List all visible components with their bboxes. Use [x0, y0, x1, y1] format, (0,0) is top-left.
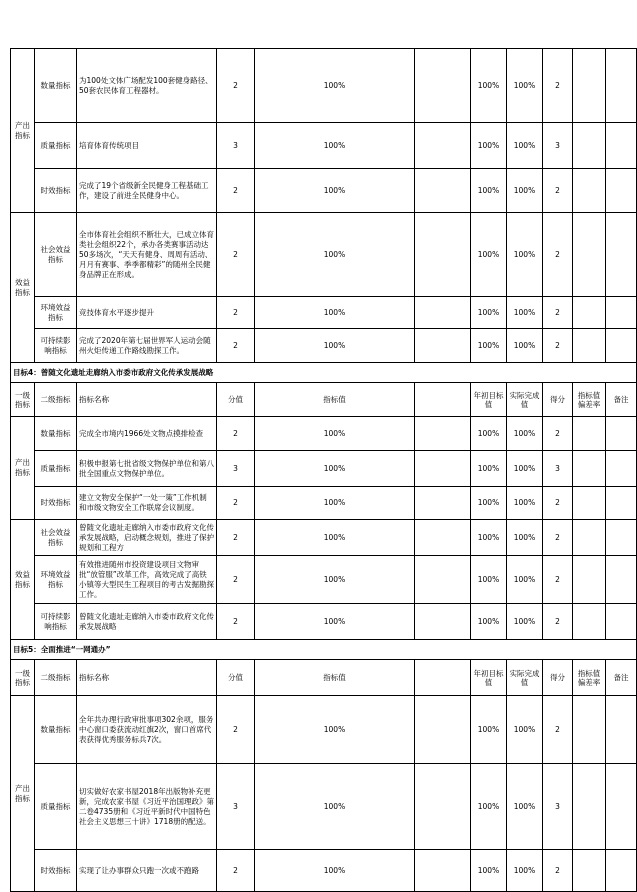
level2-indicator: 时效指标	[35, 487, 77, 520]
deviation-cell	[573, 850, 606, 892]
score-cell: 2	[217, 417, 255, 451]
score-cell: 2	[217, 696, 255, 764]
blank-cell	[415, 123, 471, 169]
level2-indicator: 环境效益指标	[35, 556, 77, 604]
header-name: 指标名称	[77, 383, 217, 417]
level2-indicator: 社会效益指标	[35, 520, 77, 556]
year-start-target-cell: 100%	[471, 169, 507, 213]
deviation-cell	[573, 417, 606, 451]
score-cell: 2	[217, 329, 255, 363]
year-start-target-cell: 100%	[471, 213, 507, 297]
indicator-row	[11, 169, 637, 213]
header-row	[11, 660, 637, 696]
indicator-name: 全市体育社会组织不断壮大，已成立体育类社会组织22个，承办各类赛事活动达50多场次，“天天有健身、周周有活动、月月有赛事、季季都精彩”的随州全民健身品牌正在形成。	[77, 213, 217, 297]
blank-cell	[415, 604, 471, 640]
deviation-cell	[573, 764, 606, 850]
year-start-target-cell: 100%	[471, 297, 507, 329]
year-start-target-cell: 100%	[471, 850, 507, 892]
indicator-row	[11, 451, 637, 487]
year-start-target-cell: 100%	[471, 123, 507, 169]
level2-indicator: 数量指标	[35, 696, 77, 764]
deviation-cell	[573, 49, 606, 123]
points-cell: 2	[543, 604, 573, 640]
target-value-cell: 100%	[255, 764, 415, 850]
points-cell: 2	[543, 169, 573, 213]
points-cell: 2	[543, 49, 573, 123]
remarks-cell	[606, 850, 637, 892]
indicator-name: 曾随文化遗址走廊纳入市委市政府文化传承发展战略，启动概念规划，推进了保护规划和工程方	[77, 520, 217, 556]
indicator-row	[11, 213, 637, 297]
header-name: 指标名称	[77, 660, 217, 696]
indicator-name: 切实做好农家书屋2018年出版物补充更新，完成农家书屋《习近平治国理政》第二卷4735册和《习近平新时代中国特色社会主义思想三十讲》1718册的配送。	[77, 764, 217, 850]
deviation-cell	[573, 213, 606, 297]
actual-value-cell: 100%	[507, 764, 543, 850]
points-cell: 2	[543, 213, 573, 297]
remarks-cell	[606, 487, 637, 520]
level1-indicator: 效益指标	[11, 520, 35, 640]
deviation-cell	[573, 487, 606, 520]
score-cell: 2	[217, 49, 255, 123]
deviation-cell	[573, 604, 606, 640]
deviation-cell	[573, 520, 606, 556]
indicator-name: 全年共办理行政审批事项302余项，服务中心窗口委获流动红旗2次，窗口首席代表获得优秀服务标兵7次。	[77, 696, 217, 764]
target-value-cell: 100%	[255, 417, 415, 451]
header-target: 指标值	[255, 383, 415, 417]
year-start-target-cell: 100%	[471, 329, 507, 363]
level2-indicator: 时效指标	[35, 169, 77, 213]
blank-cell	[415, 297, 471, 329]
actual-value-cell: 100%	[507, 123, 543, 169]
actual-value-cell: 100%	[507, 417, 543, 451]
indicator-name: 为100处文体广场配发100套健身路径、50套农民体育工程器材。	[77, 49, 217, 123]
level1-indicator: 产出指标	[11, 417, 35, 520]
header-blank	[415, 383, 471, 417]
actual-value-cell: 100%	[507, 329, 543, 363]
year-start-target-cell: 100%	[471, 696, 507, 764]
level2-indicator: 数量指标	[35, 49, 77, 123]
header-year-start: 年初目标值	[471, 660, 507, 696]
indicator-row	[11, 297, 637, 329]
blank-cell	[415, 451, 471, 487]
header-score: 分值	[217, 660, 255, 696]
header-actual: 实际完成值	[507, 660, 543, 696]
score-cell: 2	[217, 213, 255, 297]
score-cell: 2	[217, 297, 255, 329]
year-start-target-cell: 100%	[471, 604, 507, 640]
actual-value-cell: 100%	[507, 604, 543, 640]
target-value-cell: 100%	[255, 329, 415, 363]
indicator-row	[11, 487, 637, 520]
actual-value-cell: 100%	[507, 169, 543, 213]
deviation-cell	[573, 329, 606, 363]
section-title-row	[11, 640, 637, 660]
level2-indicator: 数量指标	[35, 417, 77, 451]
target-value-cell: 100%	[255, 123, 415, 169]
score-cell: 3	[217, 123, 255, 169]
indicator-row	[11, 520, 637, 556]
indicator-name: 建立文物安全保护“一处一策”工作机制和市级文物安全工作联席会议制度。	[77, 487, 217, 520]
target-value-cell: 100%	[255, 487, 415, 520]
blank-cell	[415, 696, 471, 764]
section-title: 目标5：全面推进“一网通办”	[11, 640, 637, 660]
points-cell: 2	[543, 520, 573, 556]
deviation-cell	[573, 696, 606, 764]
remarks-cell	[606, 556, 637, 604]
header-year-start: 年初目标值	[471, 383, 507, 417]
indicator-name: 竞技体育水平逐步提升	[77, 297, 217, 329]
level2-indicator: 质量指标	[35, 123, 77, 169]
blank-cell	[415, 487, 471, 520]
points-cell: 2	[543, 297, 573, 329]
actual-value-cell: 100%	[507, 556, 543, 604]
year-start-target-cell: 100%	[471, 556, 507, 604]
actual-value-cell: 100%	[507, 451, 543, 487]
remarks-cell	[606, 213, 637, 297]
points-cell: 2	[543, 417, 573, 451]
actual-value-cell: 100%	[507, 49, 543, 123]
target-value-cell: 100%	[255, 696, 415, 764]
indicator-row	[11, 329, 637, 363]
points-cell: 2	[543, 850, 573, 892]
level2-indicator: 质量指标	[35, 451, 77, 487]
blank-cell	[415, 764, 471, 850]
score-cell: 2	[217, 169, 255, 213]
year-start-target-cell: 100%	[471, 451, 507, 487]
header-points: 得分	[543, 660, 573, 696]
level1-indicator: 效益指标	[11, 213, 35, 363]
points-cell: 2	[543, 556, 573, 604]
header-level2: 二级指标	[35, 383, 77, 417]
target-value-cell: 100%	[255, 297, 415, 329]
blank-cell	[415, 556, 471, 604]
points-cell: 3	[543, 451, 573, 487]
year-start-target-cell: 100%	[471, 417, 507, 451]
blank-cell	[415, 213, 471, 297]
indicator-row	[11, 556, 637, 604]
remarks-cell	[606, 297, 637, 329]
header-deviation: 指标值偏差率	[573, 660, 606, 696]
indicator-name: 完成全市境内1966处文物点摸排检查	[77, 417, 217, 451]
indicator-name: 完成了2020年第七届世界军人运动会随州火炬传递工作路线勘探工作。	[77, 329, 217, 363]
remarks-cell	[606, 417, 637, 451]
remarks-cell	[606, 49, 637, 123]
indicator-name: 曾随文化遗址走廊纳入市委市政府文化传承发展战略	[77, 604, 217, 640]
header-row	[11, 383, 637, 417]
header-level1: 一级指标	[11, 383, 35, 417]
deviation-cell	[573, 451, 606, 487]
level2-indicator: 环境效益指标	[35, 297, 77, 329]
target-value-cell: 100%	[255, 850, 415, 892]
indicator-row	[11, 850, 637, 892]
remarks-cell	[606, 696, 637, 764]
score-cell: 2	[217, 604, 255, 640]
indicator-name: 培育体育传统项目	[77, 123, 217, 169]
target-value-cell: 100%	[255, 451, 415, 487]
level2-indicator: 可持续影响指标	[35, 604, 77, 640]
year-start-target-cell: 100%	[471, 764, 507, 850]
actual-value-cell: 100%	[507, 520, 543, 556]
actual-value-cell: 100%	[507, 696, 543, 764]
level2-indicator: 时效指标	[35, 850, 77, 892]
header-target: 指标值	[255, 660, 415, 696]
blank-cell	[415, 49, 471, 123]
remarks-cell	[606, 764, 637, 850]
indicator-row	[11, 764, 637, 850]
indicator-name: 实现了让办事群众只跑一次或不跑路	[77, 850, 217, 892]
blank-cell	[415, 329, 471, 363]
remarks-cell	[606, 329, 637, 363]
target-value-cell: 100%	[255, 556, 415, 604]
section-title: 目标4：曾随文化遗址走廊纳入市委市政府文化传承发展战略	[11, 363, 637, 383]
blank-cell	[415, 417, 471, 451]
header-remarks: 备注	[606, 383, 637, 417]
score-cell: 2	[217, 487, 255, 520]
header-points: 得分	[543, 383, 573, 417]
level2-indicator: 可持续影响指标	[35, 329, 77, 363]
target-value-cell: 100%	[255, 49, 415, 123]
points-cell: 2	[543, 696, 573, 764]
indicator-name: 完成了19个省级新全民健身工程基础工作，建设了前进全民健身中心。	[77, 169, 217, 213]
remarks-cell	[606, 123, 637, 169]
indicator-name: 积极申报第七批省级文物保护单位和第八批全国重点文物保护单位。	[77, 451, 217, 487]
year-start-target-cell: 100%	[471, 487, 507, 520]
points-cell: 3	[543, 123, 573, 169]
level1-indicator: 产出指标	[11, 696, 35, 892]
score-cell: 2	[217, 556, 255, 604]
score-cell: 2	[217, 520, 255, 556]
score-cell: 3	[217, 764, 255, 850]
deviation-cell	[573, 556, 606, 604]
year-start-target-cell: 100%	[471, 49, 507, 123]
points-cell: 2	[543, 329, 573, 363]
actual-value-cell: 100%	[507, 213, 543, 297]
indicator-name: 有效推进随州市投资建设项目文物审批“放管服”改革工作，高效完成了高铁小镇等大型民生工程项目的考古发掘勘探工作。	[77, 556, 217, 604]
score-cell: 2	[217, 850, 255, 892]
header-level1: 一级指标	[11, 660, 35, 696]
actual-value-cell: 100%	[507, 850, 543, 892]
deviation-cell	[573, 297, 606, 329]
target-value-cell: 100%	[255, 520, 415, 556]
header-score: 分值	[217, 383, 255, 417]
blank-cell	[415, 169, 471, 213]
header-level2: 二级指标	[35, 660, 77, 696]
target-value-cell: 100%	[255, 213, 415, 297]
blank-cell	[415, 520, 471, 556]
header-actual: 实际完成值	[507, 383, 543, 417]
header-remarks: 备注	[606, 660, 637, 696]
indicator-row	[11, 696, 637, 764]
blank-cell	[415, 850, 471, 892]
level2-indicator: 质量指标	[35, 764, 77, 850]
remarks-cell	[606, 451, 637, 487]
indicator-row	[11, 123, 637, 169]
remarks-cell	[606, 604, 637, 640]
performance-indicator-table	[10, 48, 637, 892]
remarks-cell	[606, 520, 637, 556]
indicator-row	[11, 49, 637, 123]
indicator-row	[11, 417, 637, 451]
level1-indicator: 产出指标	[11, 49, 35, 213]
remarks-cell	[606, 169, 637, 213]
section-title-row	[11, 363, 637, 383]
score-cell: 3	[217, 451, 255, 487]
actual-value-cell: 100%	[507, 487, 543, 520]
points-cell: 3	[543, 764, 573, 850]
deviation-cell	[573, 123, 606, 169]
header-blank	[415, 660, 471, 696]
target-value-cell: 100%	[255, 169, 415, 213]
header-deviation: 指标值偏差率	[573, 383, 606, 417]
year-start-target-cell: 100%	[471, 520, 507, 556]
deviation-cell	[573, 169, 606, 213]
level2-indicator: 社会效益指标	[35, 213, 77, 297]
indicator-row	[11, 604, 637, 640]
points-cell: 2	[543, 487, 573, 520]
target-value-cell: 100%	[255, 604, 415, 640]
actual-value-cell: 100%	[507, 297, 543, 329]
